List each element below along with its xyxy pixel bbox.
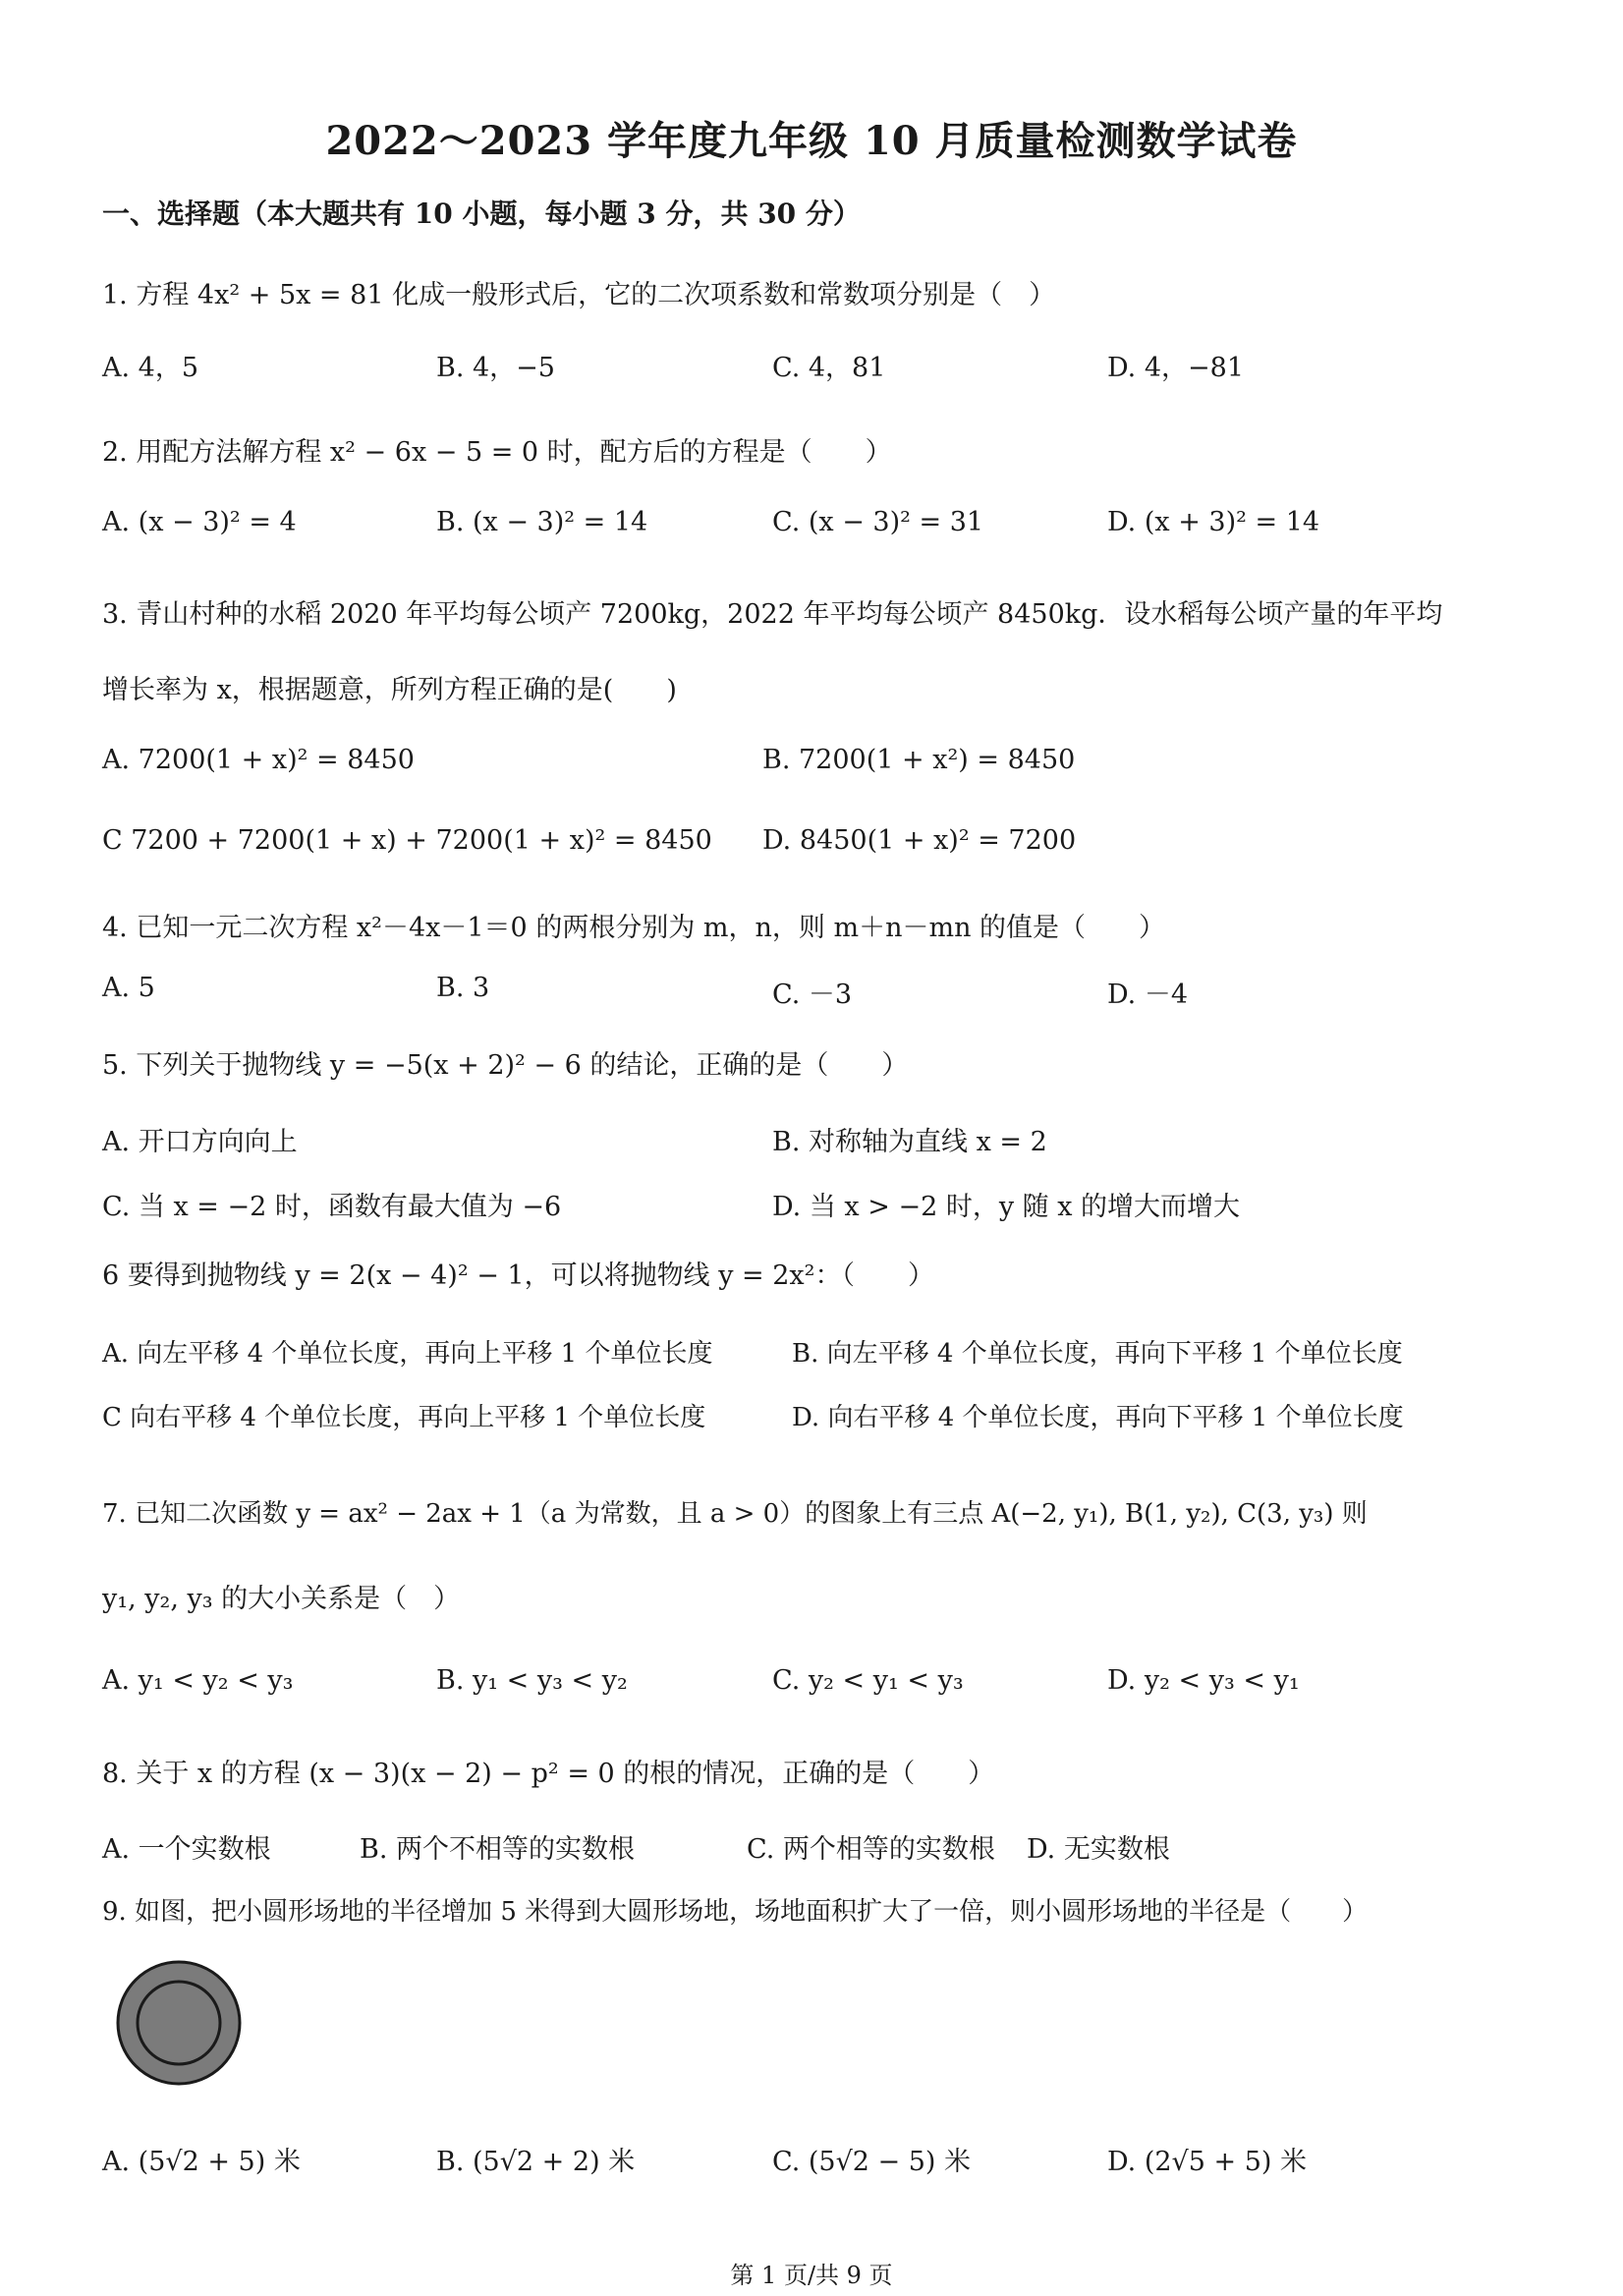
question-6-stem: 6 要得到抛物线 y = 2(x − 4)² − 1，可以将抛物线 y = 2x²：（ ） <box>102 1260 934 1291</box>
small-circle <box>138 1982 220 2064</box>
q3-option-b: B. 7200(1 + x²) = 8450 <box>762 745 1076 775</box>
page-number: 第 1 页/共 9 页 <box>730 2262 893 2289</box>
q7-option-b: B. y₁ < y₃ < y₂ <box>436 1665 628 1696</box>
question-4-stem: 4. 已知一元二次方程 x²－4x－1＝0 的两根分别为 m，n，则 m＋n－mn 的值是（ ） <box>102 913 1166 943</box>
q1-option-c: C. 4，81 <box>772 353 886 383</box>
q9-option-c: C. (5√2 − 5) 米 <box>772 2147 972 2177</box>
q5-option-c: C. 当 x = −2 时，函数有最大值为 −6 <box>102 1192 562 1222</box>
q8-option-d: D. 无实数根 <box>1027 1834 1170 1865</box>
q2-option-c: C. (x − 3)² = 31 <box>772 507 984 537</box>
q5-option-d: D. 当 x > −2 时，y 随 x 的增大而增大 <box>772 1192 1241 1222</box>
question-1-stem: 1. 方程 4x² + 5x = 81 化成一般形式后，它的二次项系数和常数项分别是（ ） <box>102 280 1056 310</box>
q2-option-a: A. (x − 3)² = 4 <box>102 507 297 537</box>
q8-option-b: B. 两个不相等的实数根 <box>360 1834 636 1865</box>
q1-option-d: D. 4，−81 <box>1107 353 1245 383</box>
q3-option-a: A. 7200(1 + x)² = 8450 <box>102 745 415 775</box>
exam-title: 2022～2023 学年度九年级 10 月质量检测数学试卷 <box>325 118 1298 164</box>
question-5-stem: 5. 下列关于抛物线 y = −5(x + 2)² − 6 的结论，正确的是（ ） <box>102 1050 909 1081</box>
q5-option-a: A. 开口方向向上 <box>102 1127 298 1157</box>
q5-option-b: B. 对称轴为直线 x = 2 <box>772 1127 1047 1157</box>
q8-option-a: A. 一个实数根 <box>102 1834 271 1865</box>
q4-option-c: C. －3 <box>772 980 853 1010</box>
q6-option-a: A. 向左平移 4 个单位长度，再向上平移 1 个单位长度 <box>102 1339 713 1369</box>
q3-option-c: C 7200 + 7200(1 + x) + 7200(1 + x)² = 8450 <box>102 825 712 856</box>
q6-option-d: D. 向右平移 4 个单位长度，再向下平移 1 个单位长度 <box>792 1403 1404 1432</box>
q4-option-b: B. 3 <box>436 973 490 1003</box>
q8-option-c: C. 两个相等的实数根 <box>747 1834 995 1865</box>
q7-option-d: D. y₂ < y₃ < y₁ <box>1107 1665 1300 1696</box>
question-9-stem: 9. 如图，把小圆形场地的半径增加 5 米得到大圆形场地，场地面积扩大了一倍，则小圆形场地的半径是（ ） <box>102 1897 1369 1927</box>
q1-option-a: A. 4，5 <box>102 353 199 383</box>
question-8-stem: 8. 关于 x 的方程 (x − 3)(x − 2) − p² = 0 的根的情况，正确的是（ ） <box>102 1759 995 1789</box>
q7-option-a: A. y₁ < y₂ < y₃ <box>102 1665 294 1696</box>
question-7-stem-line1: 7. 已知二次函数 y = ax² − 2ax + 1（a 为常数，且 a > 0）的图象上有三点 A(−2, y₁), B(1, y₂), C(3, y₃) 则 <box>102 1499 1368 1529</box>
question-2-stem: 2. 用配方法解方程 x² − 6x − 5 = 0 时，配方后的方程是（ ） <box>102 437 892 468</box>
concentric-circles-diagram <box>114 1958 244 2088</box>
q9-option-d: D. (2√5 + 5) 米 <box>1107 2147 1308 2177</box>
q3-option-d: D. 8450(1 + x)² = 7200 <box>762 825 1077 856</box>
question-3-stem-line2: 增长率为 x，根据题意，所列方程正确的是( ) <box>102 675 677 705</box>
q4-option-a: A. 5 <box>102 973 155 1003</box>
section-heading: 一、选择题（本大题共有 10 小题，每小题 3 分，共 30 分） <box>102 197 861 230</box>
question-3-stem-line1: 3. 青山村种的水稻 2020 年平均每公顷产 7200kg，2022 年平均每公顷产 8450kg．设水稻每公顷产量的年平均 <box>102 599 1443 630</box>
q1-option-b: B. 4，−5 <box>436 353 555 383</box>
question-7-stem-line2: y₁, y₂, y₃ 的大小关系是（ ） <box>102 1584 461 1614</box>
q2-option-d: D. (x + 3)² = 14 <box>1107 507 1320 537</box>
q4-option-d: D. －4 <box>1107 980 1189 1010</box>
q6-option-b: B. 向左平移 4 个单位长度，再向下平移 1 个单位长度 <box>792 1339 1403 1369</box>
q9-option-a: A. (5√2 + 5) 米 <box>102 2147 301 2177</box>
q2-option-b: B. (x − 3)² = 14 <box>436 507 648 537</box>
q7-option-c: C. y₂ < y₁ < y₃ <box>772 1665 964 1696</box>
q9-option-b: B. (5√2 + 2) 米 <box>436 2147 636 2177</box>
circles-figure <box>114 1958 244 2092</box>
q6-option-c: C 向右平移 4 个单位长度，再向上平移 1 个单位长度 <box>102 1403 706 1432</box>
